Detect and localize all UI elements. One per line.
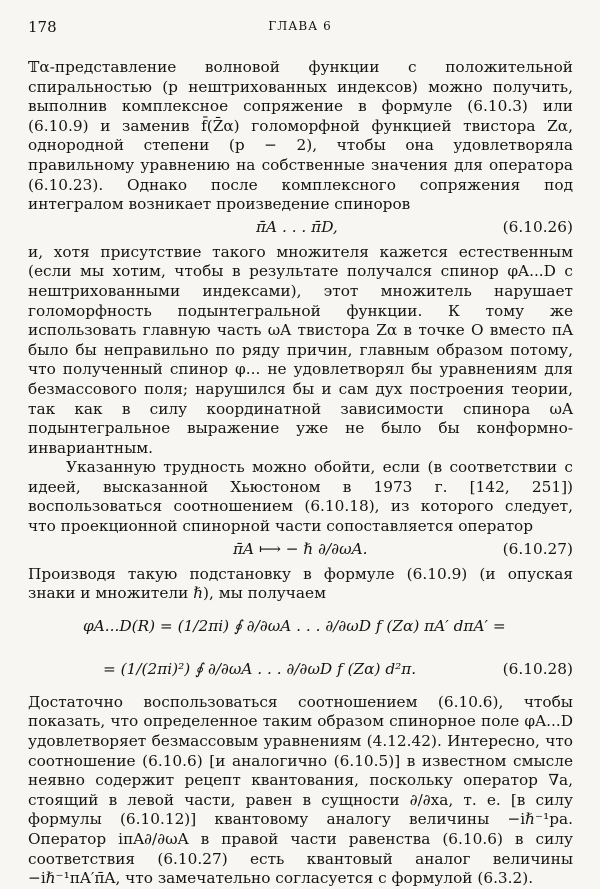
page-number: 178	[28, 18, 57, 36]
equation-label: (6.10.28)	[502, 659, 573, 678]
paragraph-1: 𝕋α-представление волновой функции с положительной спиральностью (p нештрихованных индексов) можно получить, выполнив комплексное сопряжение в формуле (6.10.3) или (6.10.9) и заменив f̄(Z̄α) голоморфной функцией твистора Zα, однородной степени (p − 2), чтобы она удовлетворяла правильному уравнению на собственные значения для оператора (6.10.23). Однако после комплексного сопряжения под интегралом возникает произведение спиноров	[28, 58, 573, 214]
page-body	[28, 58, 573, 889]
paragraph-4: Производя такую подстановку в формуле (6.10.9) (и опуская знаки и множители ℏ), мы получаем	[28, 564, 573, 603]
equation-6-10-26	[28, 218, 573, 240]
paragraph-5: Достаточно воспользоваться соотношением (6.10.6), чтобы показать, что определенное таким образом спинорное поле φA...D удовлетворяет безмассовым уравнениям (4.12.42). Интересно, что соотношение (6.10.6) [и аналогично (6.10.5)] в известном смысле неявно содержит рецепт квантования, поскольку оператор ∇a, стоящий в левой части, равен в сущности ∂/∂xa, т. е. [в силу формулы (6.10.12)] квантовому аналогу величины −iℏ⁻¹pa. Оператор iπA∂/∂ωA в правой части равенства (6.10.6) в силу соответствия (6.10.27) есть квантовый аналог величины −iℏ⁻¹πA′π̄A, что замечательно согласуется с формулой (6.3.2).	[28, 692, 573, 888]
paragraph-3: Указанную трудность можно обойти, если (в соответствии с идеей, высказанной Хьюстоном в 1973 г. [142, 251]) воспользоваться соотношением (6.10.18), из которого следует, что проекционной спинорной части сопоставляется оператор	[28, 458, 573, 536]
paragraph-2: и, хотя присутствие такого множителя кажется естественным (если мы хотим, чтобы в результате получался спинор φA...D с нештрихованными индексами), этот множитель нарушает голоморфность подынтегральной функции. К тому же использовать главную часть ωA твистора Zα в точке O вместо πA было бы неправильно по ряду причин, главным образом потому, что полученный спинор φ... не удовлетворял бы уравнениям для безмассового поля; нарушился бы и сам дух построения теории, так как в силу координатной зависимости спинора ωA подынтегральное выражение уже не было бы конформно-инвариантным.	[28, 242, 573, 457]
equation-formula: φA...D(R) = (1/2πi) ∮ ∂/∂ωA . . . ∂/∂ωD f (Zα) πA′ dπA′ =	[83, 616, 506, 635]
chapter-title: ГЛАВА 6	[268, 19, 332, 33]
equation-formula: π̄A ⟼ − ℏ ∂/∂ωA.	[233, 539, 368, 558]
equation-6-10-27	[28, 540, 573, 562]
equation-formula: = (1/(2πi)²) ∮ ∂/∂ωA . . . ∂/∂ωD f (Zα) d²π.	[103, 659, 417, 678]
equation-formula: π̄A . . . π̄D,	[256, 217, 338, 236]
equation-label: (6.10.27)	[502, 539, 573, 558]
running-header	[28, 18, 572, 38]
equation-label: (6.10.26)	[502, 217, 573, 236]
equation-6-10-28-line-1	[28, 607, 573, 647]
equation-6-10-28-line-2	[28, 650, 573, 690]
